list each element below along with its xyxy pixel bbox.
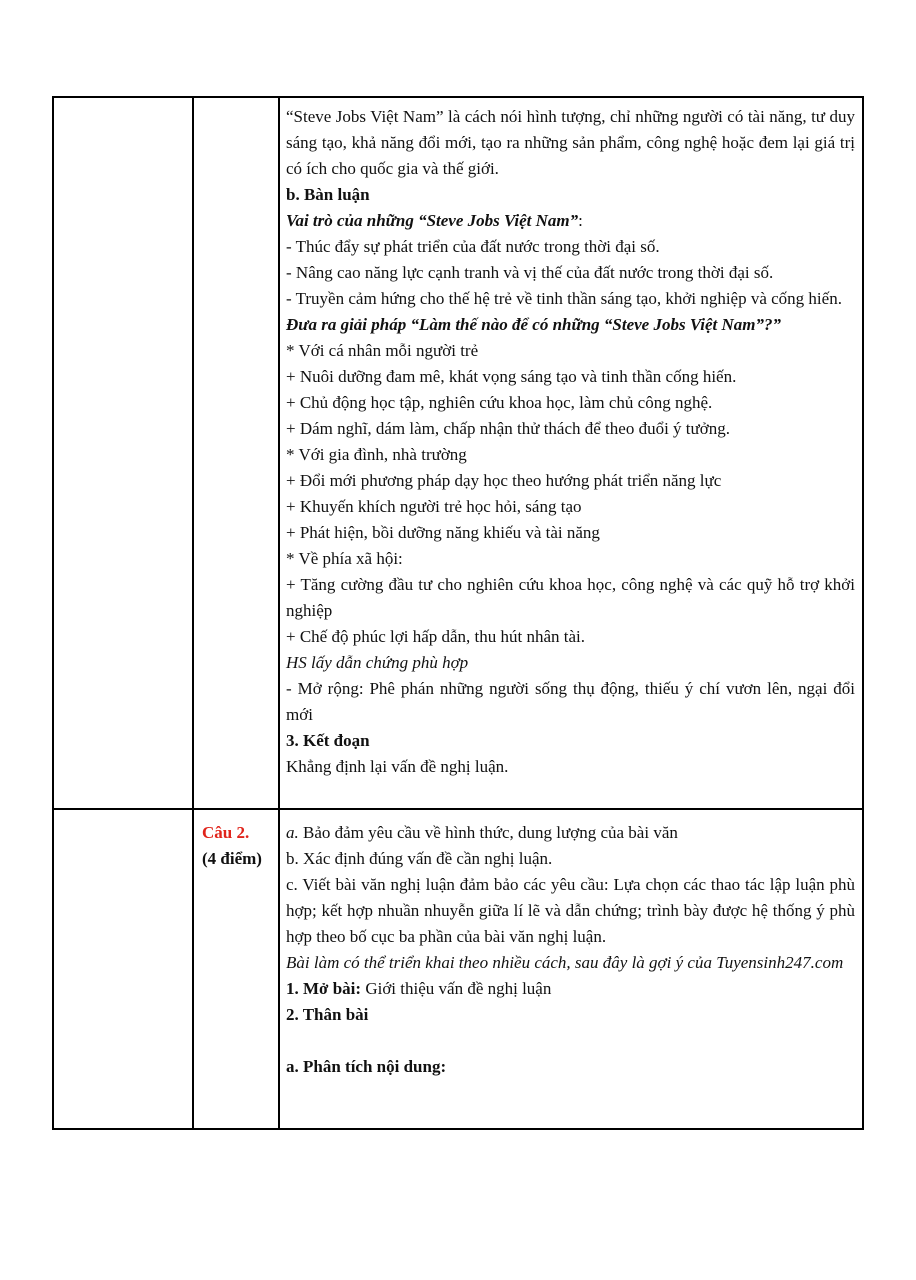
text-line bbox=[286, 846, 855, 872]
line-text: c. Viết bài văn nghị luận đảm bảo các yêu cầu: Lựa chọn các thao tác lập luận phù hợp; kết hợp nhuần nhuyễn giữa lí lẽ và dẫn chứng; trình bày được hệ thống ý phù hợp theo bố cục ba phần của bài văn nghị luận. bbox=[286, 875, 855, 946]
empty-cell-question bbox=[193, 97, 279, 809]
line-text: Bài làm có thể triển khai theo nhiều cách, sau đây là gợi ý của Tuyensinh247.com bbox=[286, 953, 844, 972]
section-heading bbox=[286, 728, 855, 754]
text-line bbox=[286, 260, 855, 286]
line-text: + Chủ động học tập, nghiên cứu khoa học, làm chủ công nghệ. bbox=[286, 393, 713, 412]
line-text: + Nuôi dưỡng đam mê, khát vọng sáng tạo và tinh thần cống hiến. bbox=[286, 367, 737, 386]
line-text: b. Xác định đúng vấn đề cần nghị luận. bbox=[286, 849, 553, 868]
empty-cell-section bbox=[53, 809, 193, 1129]
line-text: + Khuyến khích người trẻ học hỏi, sáng tạo bbox=[286, 497, 582, 516]
text-line bbox=[286, 468, 855, 494]
table-row bbox=[53, 97, 863, 809]
line-text: - Mở rộng: Phê phán những người sống thụ động, thiếu ý chí vươn lên, ngại đổi mới bbox=[286, 679, 855, 724]
line-text: Vai trò của những “Steve Jobs Việt Nam” bbox=[286, 211, 579, 230]
answer-content bbox=[280, 810, 862, 1088]
line-text: - Thúc đẩy sự phát triển của đất nước trong thời đại số. bbox=[286, 237, 660, 256]
text-line bbox=[286, 572, 855, 624]
line-text: Bảo đảm yêu cầu về hình thức, dung lượng của bài văn bbox=[298, 823, 678, 842]
question-number: Câu 2. bbox=[202, 823, 250, 842]
line-text: - Truyền cảm hứng cho thế hệ trẻ về tinh thần sáng tạo, khởi nghiệp và cống hiến. bbox=[286, 289, 842, 308]
line-suffix: : bbox=[578, 211, 583, 230]
answer-content-cell bbox=[279, 97, 863, 809]
blank-line bbox=[286, 1028, 855, 1054]
subheading bbox=[286, 208, 855, 234]
text-line bbox=[286, 754, 855, 780]
text-line bbox=[286, 104, 855, 182]
text-line bbox=[286, 416, 855, 442]
question-points: (4 điểm) bbox=[202, 849, 262, 868]
section-heading bbox=[286, 182, 855, 208]
table-row bbox=[53, 809, 863, 1129]
section-heading bbox=[286, 1054, 855, 1080]
text-line bbox=[286, 520, 855, 546]
text-line bbox=[286, 494, 855, 520]
line-text: 2. Thân bài bbox=[286, 1005, 369, 1024]
line-text: + Dám nghĩ, dám làm, chấp nhận thử thách để theo đuổi ý tưởng. bbox=[286, 419, 730, 438]
line-text: * Với cá nhân mỗi người trẻ bbox=[286, 341, 479, 360]
line-text: 3. Kết đoạn bbox=[286, 731, 370, 750]
answer-content bbox=[280, 98, 862, 788]
answer-content-cell bbox=[279, 809, 863, 1129]
text-line bbox=[286, 546, 855, 572]
line-text: “Steve Jobs Việt Nam” là cách nói hình tượng, chỉ những người có tài năng, tư duy sáng tạo, khả năng đổi mới, tạo ra những sản phẩm, công nghệ hoặc đem lại giá trị có ích cho quốc gia và thế giới. bbox=[286, 107, 855, 178]
text-line bbox=[286, 820, 855, 846]
line-lead: a. bbox=[286, 823, 299, 842]
line-text: + Đổi mới phương pháp dạy học theo hướng phát triển năng lực bbox=[286, 471, 722, 490]
text-line bbox=[286, 442, 855, 468]
line-text: Khẳng định lại vấn đề nghị luận. bbox=[286, 757, 509, 776]
line-text: HS lấy dẫn chứng phù hợp bbox=[286, 653, 469, 672]
text-line bbox=[286, 676, 855, 728]
line-text: Giới thiệu vấn đề nghị luận bbox=[361, 979, 552, 998]
empty-cell-section bbox=[53, 97, 193, 809]
line-text: - Nâng cao năng lực cạnh tranh và vị thế của đất nước trong thời đại số. bbox=[286, 263, 774, 282]
text-line bbox=[286, 390, 855, 416]
line-text: * Với gia đình, nhà trường bbox=[286, 445, 467, 464]
line-text: + Chế độ phúc lợi hấp dẫn, thu hút nhân tài. bbox=[286, 627, 586, 646]
text-line bbox=[286, 976, 855, 1002]
text-line bbox=[286, 364, 855, 390]
line-text: + Phát hiện, bồi dưỡng năng khiếu và tài năng bbox=[286, 523, 600, 542]
question-cell bbox=[193, 809, 279, 1129]
line-text: b. Bàn luận bbox=[286, 185, 370, 204]
text-line bbox=[286, 650, 855, 676]
text-line bbox=[286, 234, 855, 260]
section-heading bbox=[286, 1002, 855, 1028]
text-line bbox=[286, 338, 855, 364]
line-text: Đưa ra giải pháp “Làm thế nào để có những “Steve Jobs Việt Nam”?” bbox=[286, 315, 781, 334]
text-line bbox=[286, 286, 855, 312]
answer-table bbox=[52, 96, 864, 1130]
line-text: + Tăng cường đầu tư cho nghiên cứu khoa học, công nghệ và các quỹ hỗ trợ khởi nghiệp bbox=[286, 575, 855, 620]
text-line bbox=[286, 950, 855, 976]
text-line bbox=[286, 872, 855, 950]
line-lead: 1. Mở bài: bbox=[286, 979, 362, 998]
line-text: * Về phía xã hội: bbox=[286, 549, 403, 568]
subheading bbox=[286, 312, 855, 338]
line-text: a. Phân tích nội dung: bbox=[286, 1057, 447, 1076]
text-line bbox=[286, 624, 855, 650]
